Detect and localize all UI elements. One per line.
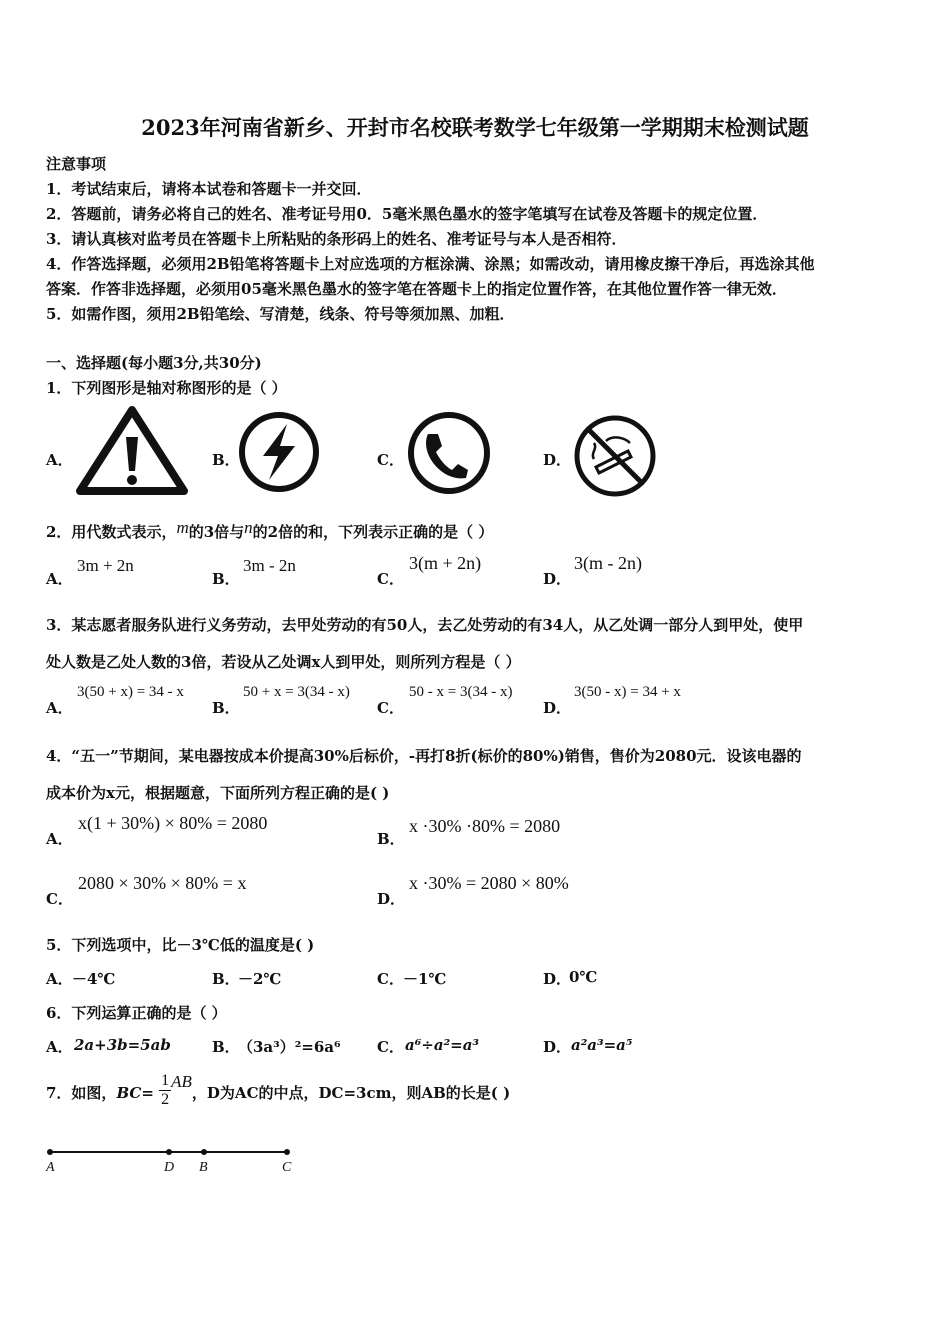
q3-option-b: 50 + x = 3(34 - x) [243,684,350,700]
q2-stem-part: 2．用代数式表示， [46,523,177,541]
q5-option-label: C． [377,970,404,988]
q3-option-a: 3(50 + x) = 34 - x [77,684,184,700]
q4-option-label: A． [46,830,73,848]
q2-option-a: 3m + 2n [77,556,134,575]
question-3-line1: 3．某志愿者服务队进行义务劳动，去甲处劳动的有50人，去乙处劳动的有34人，从乙处调一部分人到甲处，使甲 [46,616,804,634]
q1-option-label: A． [46,451,73,469]
q2-option-label: B． [212,570,240,588]
warning-triangle-icon [76,405,188,495]
q3-option-label: C． [377,699,404,717]
q4-option-d: x ·30% = 2080 × 80% [409,873,569,893]
q3-option-c: 50 - x = 3(34 - x) [409,684,513,700]
notice-item: 4．作答选择题，必须用2B铅笔将答题卡上对应选项的方框涂满、涂黑；如需改动，请用橡皮擦干净后，再选涂其他 [46,255,815,273]
point-label-d: D [164,1160,175,1175]
q7-bc: BC= [116,1083,154,1102]
point-label-b: B [199,1160,208,1175]
q7-stem-part: 7．如图， [46,1083,117,1102]
q2-option-c: 3(m + 2n) [409,553,482,573]
notice-item: 2．答题前，请务必将自己的姓名、准考证号用0．5毫米黑色墨水的签字笔填写在试卷及答题卡的规定位置． [46,205,768,223]
q1-option-label: B． [212,451,240,469]
question-3-line2: 处人数是乙处人数的3倍，若设从乙处调x人到甲处，则所列方程是（ ） [46,653,521,671]
page-title: 2023年河南省新乡、开封市名校联考数学七年级第一学期期末检测试题 [141,115,809,140]
q4-option-label: D． [377,890,406,908]
point-c [284,1149,290,1155]
question-4-line2: 成本价为x元，根据题意，下面所列方程正确的是( ) [46,784,390,802]
q3-option-label: B． [212,699,240,717]
q2-option-d: 3(m - 2n) [574,553,642,573]
q6-option-b: （3a³）²=6a⁶ [238,1038,341,1056]
question-7-stem [46,1072,510,1109]
q6-option-c: a⁶÷a²=a³ [405,1036,480,1054]
point-label-a: A [46,1160,55,1175]
q2-option-label: C． [377,570,404,588]
q7-stem-part: ，D为AC的中点，DC=3cm，则AB的长是( ) [191,1083,511,1102]
point-a [47,1149,53,1155]
q2-var-m: m [176,518,189,537]
notice-item: 1．考试结束后，请将本试卷和答题卡一并交回． [46,180,372,198]
q2-option-label: A． [46,570,73,588]
notice-item: 答案．作答非选择题，必须用05毫米黑色墨水的签字笔在答题卡上的指定位置作答，在其他位置作答一律无效． [46,280,787,298]
q6-option-a: 2a+3b=5ab [74,1036,171,1054]
q4-option-c: 2080 × 30% × 80% = x [78,873,247,893]
q1-option-label: C． [377,451,404,469]
q5-option-c: －1℃ [403,970,447,988]
q5-option-b: －2℃ [238,970,282,988]
no-smoking-circle-icon [572,413,658,499]
q3-option-label: D． [543,699,572,717]
q4-option-a: x(1 + 30%) × 80% = 2080 [78,813,268,833]
q4-option-label: B． [377,830,405,848]
q6-option-d: a²a³=a⁵ [571,1036,633,1054]
q2-option-b: 3m - 2n [243,556,296,575]
q6-option-label: B． [212,1038,240,1056]
q7-fraction [159,1072,171,1109]
question-6-stem: 6．下列运算正确的是（ ） [46,1004,227,1022]
q6-option-label: A． [46,1038,73,1056]
q7-frac-den: 2 [161,1091,170,1108]
q4-option-b: x ·30% ·80% = 2080 [409,816,561,836]
q5-option-label: A． [46,970,73,988]
notice-item: 3．请认真核对监考员在答题卡上所粘贴的条形码上的姓名、准考证号与本人是否相符． [46,230,627,248]
segment-diagram [40,1140,310,1180]
q3-option-label: A． [46,699,73,717]
point-d [166,1149,172,1155]
q5-option-label: D． [543,970,572,988]
q7-frac-num: 1 [161,1072,170,1089]
telephone-circle-icon [406,410,492,496]
question-4-line1: 4．“五一”节期间，某电器按成本价提高30%后标价，-再打8折(标价的80%)销售，售价为2080元．设该电器的 [46,747,802,765]
question-5-stem: 5．下列选项中，比－3℃低的温度是( ) [46,936,315,954]
q3-option-d: 3(50 - x) = 34 + x [574,684,681,700]
q2-var-n: n [244,518,253,537]
q4-option-label: C． [46,890,73,908]
q5-option-a: －4℃ [72,970,116,988]
question-1-stem: 1．下列图形是轴对称图形的是（ ） [46,379,287,397]
q2-stem-part: 的2倍的和，下列表示正确的是（ ） [252,523,494,541]
q1-option-label: D． [543,451,572,469]
q2-option-label: D． [543,570,572,588]
q7-ab: AB [171,1071,192,1091]
q5-option-label: B． [212,970,240,988]
q5-option-d: 0℃ [569,968,598,986]
notice-heading: 注意事项 [46,155,107,173]
q6-option-label: D． [543,1038,572,1056]
point-label-c: C [282,1160,292,1175]
q6-option-label: C． [377,1038,404,1056]
lightning-circle-icon [237,410,321,494]
point-b [201,1149,207,1155]
question-2-stem [46,518,494,542]
notice-item: 5．如需作图，须用2B铅笔绘、写清楚，线条、符号等须加黑、加粗． [46,305,515,323]
section-heading: 一、选择题(每小题3分,共30分) [46,354,262,372]
q2-stem-part: 的3倍与 [188,523,245,541]
